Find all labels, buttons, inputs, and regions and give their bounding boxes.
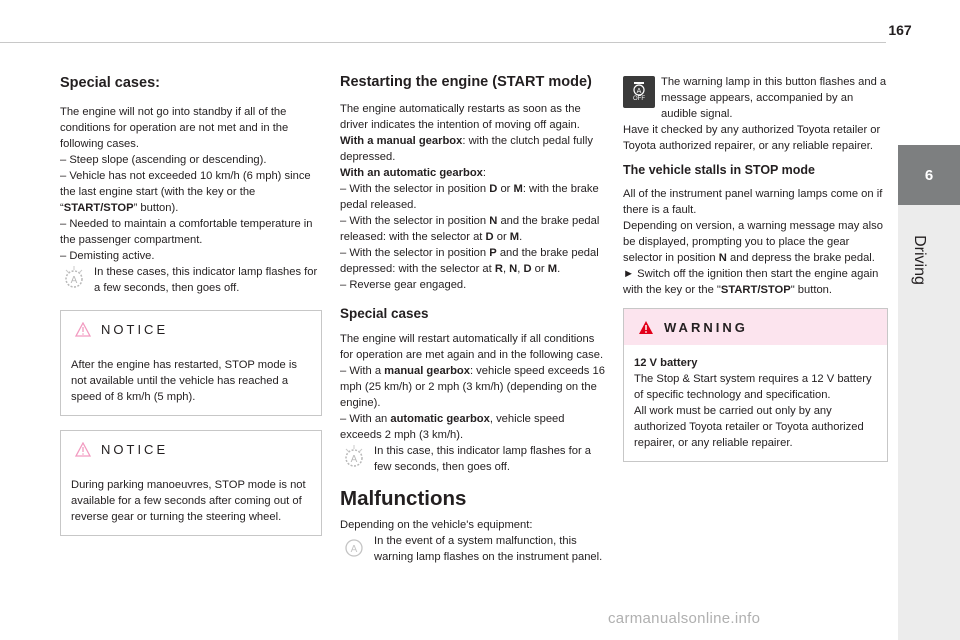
svg-text:A: A bbox=[350, 544, 358, 555]
header-rule bbox=[0, 42, 886, 43]
stop-start-eco-icon bbox=[340, 443, 368, 471]
notice-text-parking: During parking manoeuvres, STOP mode is not available for a few seconds after coming out of reverse gear or turning the steering wheel. bbox=[71, 479, 306, 523]
notice-triangle-icon bbox=[75, 442, 91, 457]
manual-gearbox-text: With a manual gearbox: with the clutch pedal fully depressed. bbox=[340, 135, 593, 163]
warning-triangle-icon bbox=[638, 320, 654, 335]
notice-header: NOTICE bbox=[61, 431, 321, 467]
standby-conditions: The engine will not go into standby if all of the conditions for operation are not met and in the following cases. – Steep slope (ascending or descending). – Vehicle has not exceeded 10 km/h (6 mph) since the last engine start (with the key or the “START/STOP” button). – Needed to maintain a comfortable temperature in the passenger compartment. – Demisting active. bbox=[60, 106, 313, 262]
malfunctions-intro: Depending on the vehicle's equipment: bbox=[340, 519, 533, 531]
svg-text:A: A bbox=[70, 275, 78, 286]
auto-case-3: – With the selector in position P and the brake pedal depressed: with the selector at R, N, D or M. bbox=[340, 247, 599, 275]
stop-start-eco-icon bbox=[60, 264, 88, 292]
eco-lamp-note: A In these cases, this indicator lamp flashes for a few seconds, then goes off. bbox=[60, 264, 322, 296]
special-cases-restart-heading: Special cases bbox=[340, 306, 429, 321]
notice-box-parking bbox=[60, 430, 322, 536]
warning-title: 12 V battery bbox=[634, 357, 698, 369]
auto-case-2: – With the selector in position N and the brake pedal released: with the selector at D or M. bbox=[340, 215, 600, 243]
stop-start-off-button-icon: A OFF bbox=[623, 76, 655, 108]
chapter-tab-label: Driving bbox=[911, 235, 928, 285]
warning-text-2: All work must be carried out only by any authorized Toyota retailer or Toyota authorized repairer, or any reliable repairer. bbox=[634, 405, 864, 449]
malfunction-lamp-note: A In the event of a system malfunction, this warning lamp flashes on the instrument panel. bbox=[340, 533, 605, 565]
eco-lamp-note-2: A In this case, this indicator lamp flashes for a few seconds, then goes off. bbox=[340, 443, 605, 475]
notice-box-restart bbox=[60, 310, 322, 416]
notice-text-restart: After the engine has restarted, STOP mode is not available until the vehicle has reached a speed of 8 km/h (5 mph). bbox=[71, 359, 297, 403]
restart-intro: The engine automatically restarts as soon as the driver indicates the intention of moving off again. bbox=[340, 103, 581, 131]
auto-case-1: – With the selector in position D or M: with the brake pedal released. bbox=[340, 183, 599, 211]
notice-triangle-icon bbox=[75, 322, 91, 337]
special-manual: – With a manual gearbox: vehicle speed exceeds 16 mph (25 km/h) or 2 mph (3 km/h) (depending on the engine). bbox=[340, 365, 605, 409]
warning-header: WARNING bbox=[624, 309, 887, 345]
warning-box-battery bbox=[623, 308, 888, 462]
chapter-tab[interactable]: 6 bbox=[898, 145, 960, 205]
button-lamp-note: A OFF The warning lamp in this button flashes and a message appears, accompanied by an audible signal. bbox=[623, 74, 888, 122]
watermark: carmanualsonline.info bbox=[608, 610, 761, 627]
stall-text-3: ► Switch off the ignition then start the engine again with the key or the "START/STOP" button. bbox=[623, 268, 879, 296]
auto-case-4: – Reverse gear engaged. bbox=[340, 279, 467, 291]
column-right bbox=[623, 66, 888, 462]
svg-text:A: A bbox=[636, 87, 642, 95]
stall-text-1: All of the instrument panel warning lamps come on if there is a fault. bbox=[623, 188, 883, 216]
stall-text-2: Depending on version, a warning message may also be displayed, prompting you to place the gear selector in position N and depress the brake pedal. bbox=[623, 220, 883, 264]
column-middle bbox=[340, 66, 605, 565]
notice-header: NOTICE bbox=[61, 311, 321, 347]
automatic-gearbox-text: With an automatic gearbox: bbox=[340, 167, 486, 179]
svg-text:A: A bbox=[350, 454, 358, 465]
special-cases-heading: Special cases: bbox=[60, 75, 160, 91]
malfunctions-heading: Malfunctions bbox=[340, 487, 467, 510]
warning-text-1: The Stop & Start system requires a 12 V battery of specific technology and specification. bbox=[634, 373, 872, 401]
special-automatic: – With an automatic gearbox, vehicle speed exceeds 2 mph (3 km/h). bbox=[340, 413, 565, 441]
stop-start-fault-icon bbox=[340, 533, 368, 561]
stall-heading: The vehicle stalls in STOP mode bbox=[623, 163, 815, 177]
check-advice: Have it checked by any authorized Toyota retailer or Toyota authorized repairer, or any reliable repairer. bbox=[623, 124, 881, 152]
page-number: 167 bbox=[888, 22, 912, 38]
column-left bbox=[60, 66, 322, 536]
restart-heading: Restarting the engine (START mode) bbox=[340, 74, 592, 90]
special-intro: The engine will restart automatically if all conditions for operation are met again and in the following case. bbox=[340, 333, 604, 361]
